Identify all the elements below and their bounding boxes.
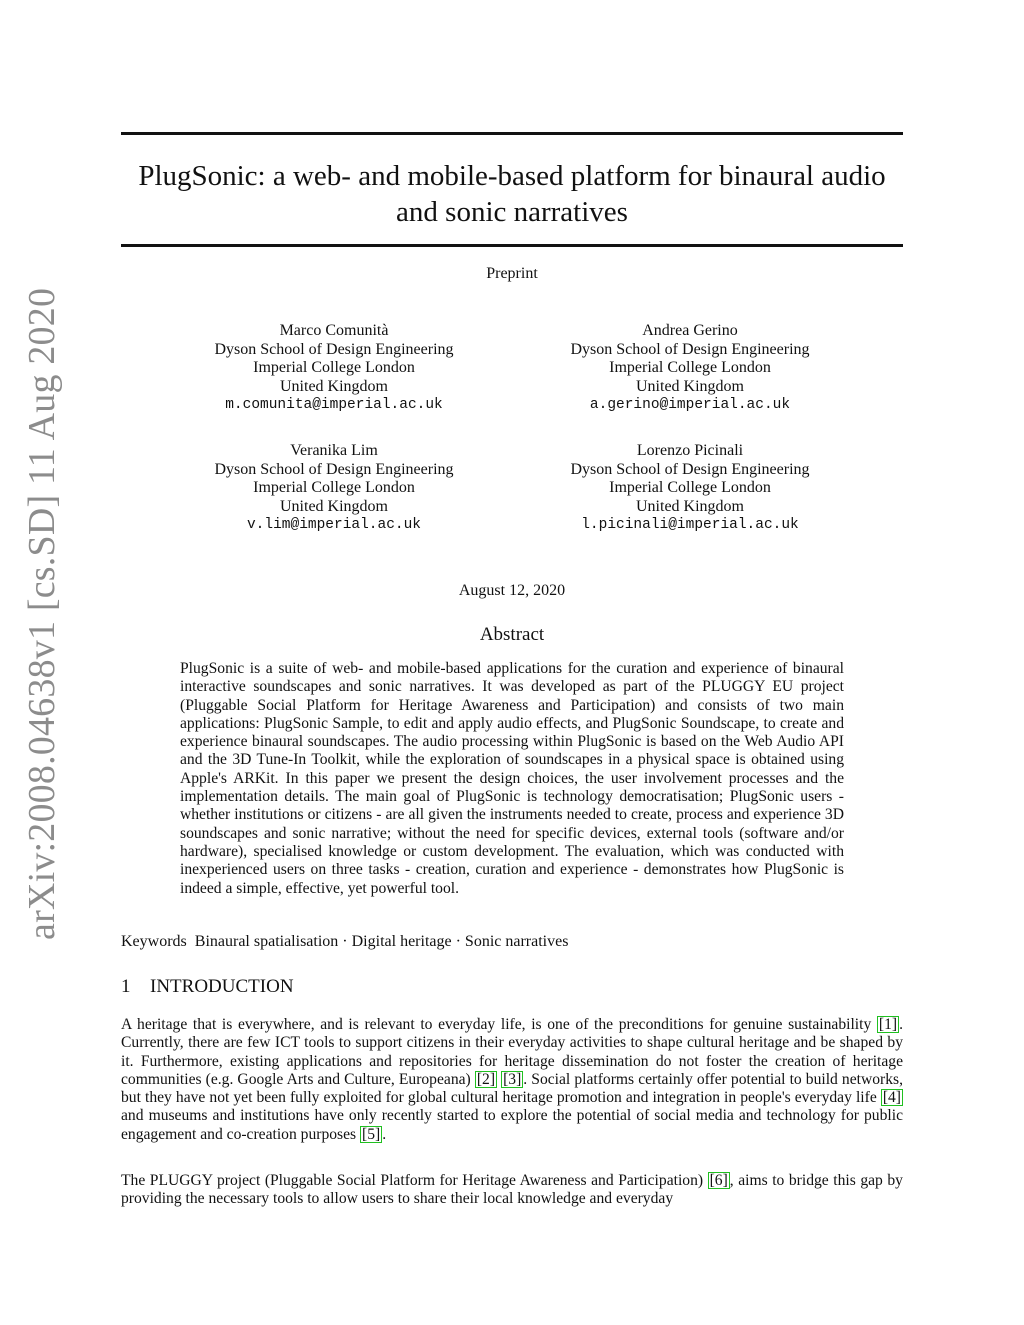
author-department: Dyson School of Design Engineering bbox=[570, 340, 810, 358]
author-country: United Kingdom bbox=[636, 377, 744, 395]
author-block bbox=[174, 322, 494, 415]
author-name: Lorenzo Picinali bbox=[636, 442, 744, 459]
title-bottom-rule bbox=[121, 244, 903, 247]
paragraph-text: . Currently, there are few ICT tools to support citizens in their everyday activities to shape cultural heritage and be shaped by it. Furthermore, existing applications and repositories for heritage dissemination do not foster the creation of heritage communities (e.g. Google Arts and Culture, Europeana) bbox=[121, 1016, 903, 1088]
author-institution: Imperial College London bbox=[609, 479, 771, 496]
citation-link[interactable]: [5] bbox=[362, 1125, 381, 1143]
paper-title: PlugSonic: a web- and mobile-based platform for binaural audio and sonic narratives bbox=[138, 160, 886, 228]
abstract-heading: Abstract bbox=[479, 624, 545, 645]
author-name: Andrea Gerino bbox=[642, 322, 738, 339]
author-institution: Imperial College London bbox=[253, 359, 415, 376]
author-name: Veranika Lim bbox=[290, 442, 378, 459]
keywords-label: Keywords bbox=[121, 933, 187, 950]
author-department: Dyson School of Design Engineering bbox=[214, 340, 454, 358]
paragraph-text: The PLUGGY project (Pluggable Social Platform for Heritage Awareness and Participation) bbox=[121, 1172, 708, 1189]
paragraph-text: , aims to bridge this gap by providing the necessary tools to allow users to share their local knowledge and everyday bbox=[121, 1172, 903, 1208]
paragraph-text: and museums and institutions have only recently started to explore the potential of social media and technology for public engagement and co-creation purposes bbox=[121, 1107, 903, 1143]
introduction-paragraph bbox=[121, 1016, 903, 1144]
publication-date: August 12, 2020 bbox=[458, 582, 566, 599]
arxiv-identifier-stamp: arXiv:2008.04638v1 [cs.SD] 11 Aug 2020 bbox=[21, 287, 63, 940]
author-institution: Imperial College London bbox=[609, 359, 771, 376]
introduction-paragraph bbox=[121, 1172, 903, 1209]
author-country: United Kingdom bbox=[280, 497, 388, 515]
author-block bbox=[174, 442, 494, 535]
title-top-rule bbox=[121, 132, 903, 135]
citation-link[interactable]: [2] bbox=[476, 1070, 496, 1088]
section-title: INTRODUCTION bbox=[150, 976, 294, 997]
author-block bbox=[530, 442, 850, 535]
section-heading bbox=[121, 976, 294, 998]
keyword-separator: · bbox=[342, 933, 348, 950]
citation-link[interactable]: [1] bbox=[878, 1016, 898, 1033]
author-country: United Kingdom bbox=[280, 377, 388, 395]
author-email[interactable]: m.comunita@imperial.ac.uk bbox=[225, 397, 443, 413]
section-number: 1 bbox=[121, 976, 131, 997]
paragraph-text: . bbox=[382, 1125, 387, 1143]
author-email[interactable]: a.gerino@imperial.ac.uk bbox=[589, 397, 791, 413]
author-institution: Imperial College London bbox=[253, 479, 415, 496]
citation-link[interactable]: [4] bbox=[882, 1089, 901, 1107]
author-name: Marco Comunità bbox=[279, 322, 389, 339]
author-department: Dyson School of Design Engineering bbox=[214, 460, 454, 478]
author-block bbox=[530, 322, 850, 415]
keyword: Digital heritage bbox=[351, 933, 452, 950]
paragraph-text: . Social platforms certainly offer potential to build networks, but they have not yet been fully exploited for global cultural heritage promotion and integration in people's everyday life bbox=[121, 1070, 903, 1107]
author-email[interactable]: l.picinali@imperial.ac.uk bbox=[581, 517, 799, 533]
preprint-label: Preprint bbox=[486, 265, 538, 282]
paragraph-text: A heritage that is everywhere, and is relevant to everyday life, is one of the preconditions for genuine sustainability bbox=[121, 1016, 877, 1033]
author-country: United Kingdom bbox=[636, 497, 744, 515]
abstract-text: PlugSonic is a suite of web- and mobile-based applications for the curation and experience of binaural interactive soundscapes and sonic narratives. It was developed as part of the PLUGGY EU project (Pluggable Social Platform for Heritage Awareness and Participation) and consists of two main applications: PlugSonic Sample, to edit and apply audio effects, and PlugSonic Soundscape, to create and experience binaural soundscapes. The audio processing within PlugSonic is based on the Web Audio API and the 3D Tune-In Toolkit, while the exploration of soundscapes in a physical space is obtained using Apple's ARKit. In this paper we present the design choices, the user involvement processes and the implementation details. The main goal of PlugSonic is technology democratisation; PlugSonic users - whether institutions or citizens - are all given the instruments needed to create, process and experience 3D soundscapes and sonic narrative; without the need for specific devices, external tools (software and/or hardware), specialised knowledge or custom development. The evaluation, which was conducted with inexperienced users on three tasks - creation, curation and experience - demonstrates how PlugSonic is indeed a simple, effective, yet powerful tool. bbox=[180, 660, 844, 897]
keywords-line bbox=[121, 933, 903, 951]
citation-link[interactable]: [6] bbox=[709, 1172, 728, 1189]
citation-link[interactable]: [3] bbox=[503, 1070, 522, 1088]
keyword-separator: · bbox=[455, 933, 461, 950]
author-department: Dyson School of Design Engineering bbox=[570, 460, 810, 478]
author-email[interactable]: v.lim@imperial.ac.uk bbox=[246, 517, 422, 533]
keyword: Binaural spatialisation bbox=[194, 933, 339, 950]
keyword: Sonic narratives bbox=[464, 933, 569, 950]
